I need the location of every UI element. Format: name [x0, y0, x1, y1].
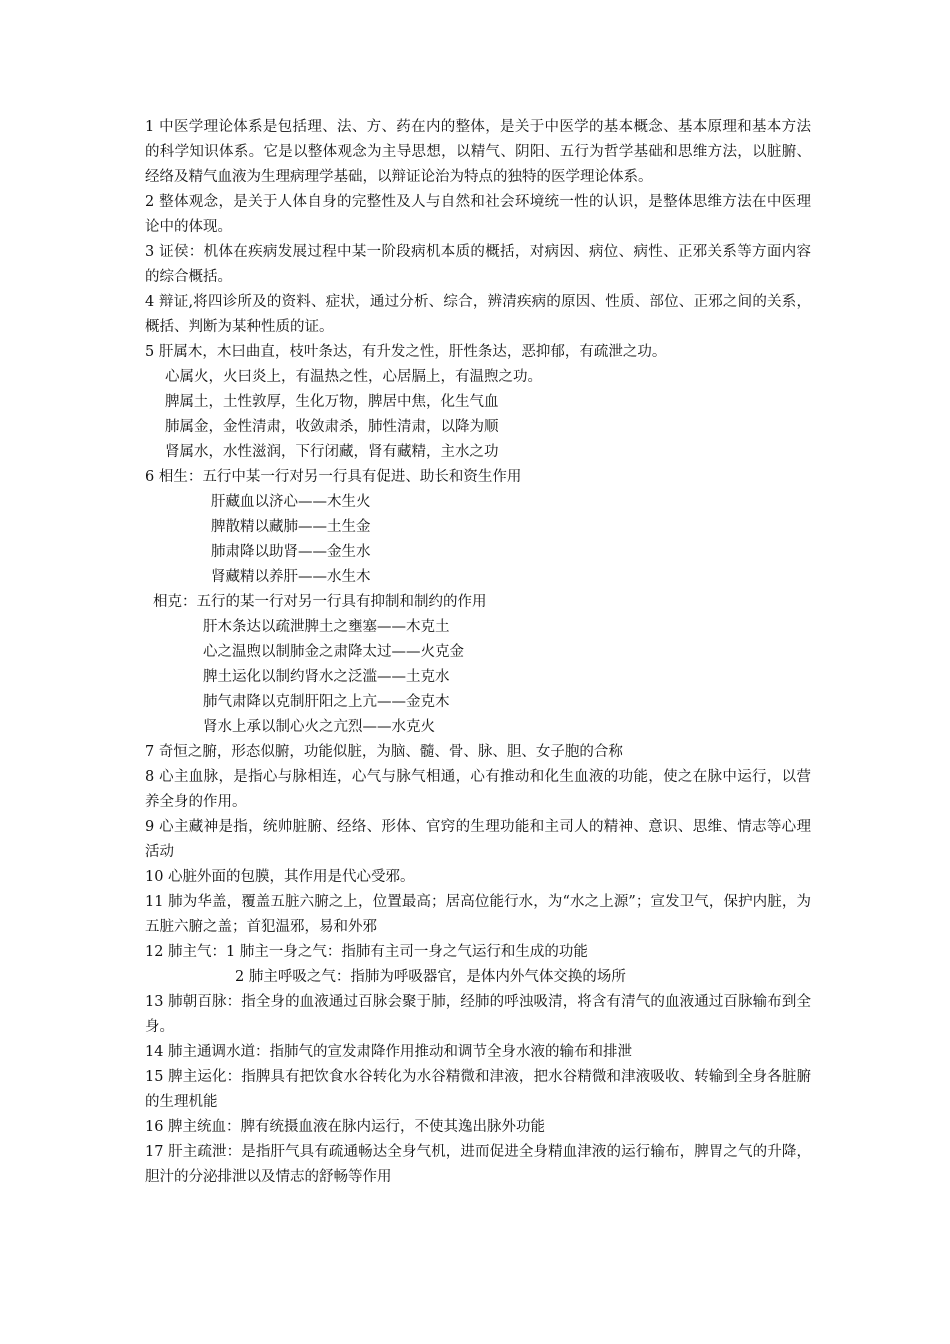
- paragraph-2: 2 整体观念，是关于人体自身的完整性及人与自然和社会环境统一性的认识，是整体思维方法在中医理论中的体现。: [145, 194, 811, 235]
- paragraph-1: 1 中医学理论体系是包括理、法、方、药在内的整体，是关于中医学的基本概念、基本原理和基本方法的科学知识体系。它是以整体观念为主导思想，以精气、阴阳、五行为哲学基础和思维方法，以脏腑、经络及精气血液为生理病理学基础，以辩证论治为特点的独特的医学理论体系。: [145, 119, 811, 185]
- paragraph-5: 5 肝属木，木曰曲直，枝叶条达，有升发之性，肝性条达，恶抑郁，有疏泄之功。: [145, 344, 667, 360]
- paragraph-14: 14 肺主通调水道：指肺气的宣发肃降作用推动和调节全身水液的输布和排泄: [145, 1044, 633, 1060]
- paragraph-11: 11 肺为华盖，覆盖五脏六腑之上，位置最高；居高位能行水，为“水之上源”；宣发卫气，保护内脏，为五脏六腑之盖；首犯温邪，易和外邪: [145, 894, 811, 935]
- line-6-restriction-3: 脾土运化以制约肾水之泛滥——土克水: [203, 669, 450, 685]
- paragraph-8: 8 心主血脉，是指心与脉相连，心气与脉气相通，心有推动和化生血液的功能，使之在脉中运行，以营养全身的作用。: [145, 769, 811, 810]
- line-6-generation-2: 脾散精以藏肺——土生金: [211, 519, 371, 535]
- line-6-restriction-2: 心之温煦以制肺金之肃降太过——火克金: [203, 644, 464, 660]
- line-6-generation-1: 肝藏血以济心——木生火: [211, 494, 371, 510]
- line-6-restriction-5: 肾水上承以制心火之亢烈——水克火: [203, 719, 435, 735]
- line-12-second: 2 肺主呼吸之气：指肺为呼吸器官，是体内外气体交换的场所: [235, 969, 626, 985]
- paragraph-15: 15 脾主运化：指脾具有把饮食水谷转化为水谷精微和津液，把水谷精微和津液吸收、转输到全身各脏腑的生理机能: [145, 1069, 811, 1110]
- line-5-lung: 肺属金，金性清肃，收敛肃杀，肺性清肃，以降为顺: [165, 419, 499, 435]
- document-body: [145, 115, 811, 1190]
- paragraph-16: 16 脾主统血：脾有统摄血液在脉内运行，不使其逸出脉外功能: [145, 1119, 546, 1135]
- paragraph-12: 12 肺主气：1 肺主一身之气：指肺有主司一身之气运行和生成的功能: [145, 944, 588, 960]
- paragraph-7: 7 奇恒之腑，形态似腑，功能似脏，为脑、髓、骨、脉、胆、女子胞的合称: [145, 744, 623, 760]
- line-6-generation-4: 肾藏精以养肝——水生木: [211, 569, 371, 585]
- line-5-spleen: 脾属土，土性敦厚，生化万物，脾居中焦，化生气血: [165, 394, 499, 410]
- line-6-generation-3: 肺肃降以助肾——金生水: [211, 544, 371, 560]
- line-5-kidney: 肾属水，水性滋润，下行闭藏，肾有藏精，主水之功: [165, 444, 499, 460]
- paragraph-13: 13 肺朝百脉：指全身的血液通过百脉会聚于肺，经肺的呼浊吸清，将含有清气的血液通过百脉输布到全身。: [145, 994, 811, 1035]
- paragraph-4: 4 辩证,将四诊所及的资料、症状，通过分析、综合，辨清疾病的原因、性质、部位、正邪之间的关系，概括、判断为某种性质的证。: [145, 294, 811, 335]
- line-6-restriction: 相克：五行的某一行对另一行具有抑制和制约的作用: [153, 594, 487, 610]
- paragraph-9: 9 心主藏神是指，统帅脏腑、经络、形体、官窍的生理功能和主司人的精神、意识、思维、情志等心理活动: [145, 819, 811, 860]
- paragraph-17: 17 肝主疏泄：是指肝气具有疏通畅达全身气机，进而促进全身精血津液的运行输布，脾胃之气的升降，胆汁的分泌排泄以及情志的舒畅等作用: [145, 1144, 811, 1185]
- line-5-heart: 心属火，火曰炎上，有温热之性，心居膈上，有温煦之功。: [165, 369, 542, 385]
- line-6-restriction-1: 肝木条达以疏泄脾土之壅塞——木克土: [203, 619, 450, 635]
- paragraph-10: 10 心脏外面的包膜，其作用是代心受邪。: [145, 869, 415, 885]
- paragraph-3: 3 证侯：机体在疾病发展过程中某一阶段病机本质的概括，对病因、病位、病性、正邪关系等方面内容的综合概括。: [145, 244, 811, 285]
- paragraph-6: 6 相生：五行中某一行对另一行具有促进、助长和资生作用: [145, 469, 522, 485]
- line-6-restriction-4: 肺气肃降以克制肝阳之上亢——金克木: [203, 694, 450, 710]
